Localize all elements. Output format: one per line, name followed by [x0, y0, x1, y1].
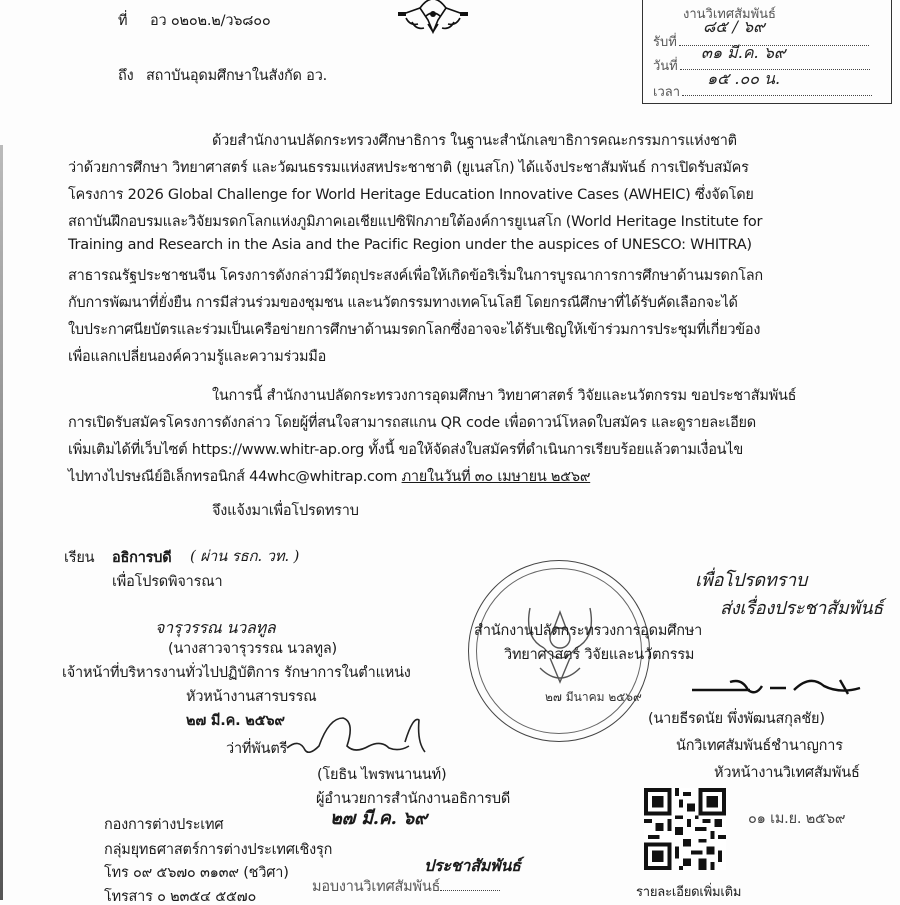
assign-label — [312, 880, 500, 895]
signer-name-right: (นายธีรดนัย พึ่งพัฒนสกุลชัย) — [648, 711, 825, 727]
paragraph2-line: เพิ่มเติมได้ที่เว็บไซต์ https://www.whitr-ap.org ทั้งนี้ ขอให้จัดส่งใบสมัครที่ดำเนินการเรียบร้อยแล้วตามเงื่อนไข — [68, 442, 744, 458]
reference-label: ที่ — [118, 13, 128, 29]
for-consideration: เพื่อโปรดพิจารณา — [112, 574, 223, 590]
paragraph2-line: ในการนี้ สำนักงานปลัดกระทรวงการอุดมศึกษา วิทยาศาสตร์ วิจัยและนวัตกรรม ขอประชาสัมพันธ์ — [212, 388, 797, 404]
seal-date: ๒๗ มีนาคม ๒๕๖๙ — [545, 690, 642, 704]
signer-position2-left: หัวหน้างานสารบรรณ — [186, 689, 317, 705]
paragraph1-line: Training and Research in the Asia and the Pacific Region under the auspices of UNESCO: WHITRA) — [68, 237, 752, 253]
paragraph1-line: ว่าด้วยการศึกษา วิทยาศาสตร์ และวัฒนธรรมแห่งสหประชาชาติ (ยูเนสโก) ได้แจ้งประชาสัมพันธ์ การเปิดรับสมัคร — [68, 160, 749, 176]
paragraph1-line: โครงการ 2026 Global Challenge for World Heritage Education Innovative Cases (AWHEIC) ซึ่งจัดโดย — [68, 187, 754, 203]
receipt-stamp — [642, 0, 892, 104]
handwritten-note-right-1: เพื่อโปรดทราบ — [695, 570, 808, 591]
handwritten-date-middle: ๒๗ มี.ค. ๖๙ — [330, 808, 427, 829]
paragraph1-line: สาธารณรัฐประชาชนจีน โครงการดังกล่าวมีวัตถุประสงค์เพื่อให้เกิดข้อริเริ่มในการบูรณาการการศึกษาด้านมรดกโลก — [68, 268, 763, 284]
assign-text: มอบงานวิเทศสัมพันธ์ — [312, 879, 441, 895]
handwritten-via-note: ( ผ่าน รธก. วท. ) — [190, 547, 300, 565]
handwritten-note-right-2: ส่งเรื่องประชาสัมพันธ์ — [720, 598, 884, 619]
date-value: ๓๑ มี.ค. ๖๙ — [701, 43, 786, 62]
paragraph2-line — [68, 465, 590, 488]
receive-no-value: ๘๕ / ๖๙ — [703, 17, 765, 36]
footer-group: กลุ่มยุทธศาสตร์การต่างประเทศเชิงรุก — [104, 842, 333, 858]
time-label: เวลา — [653, 85, 681, 100]
signer-position-right: นักวิเทศสัมพันธ์ชำนาญการ — [676, 738, 843, 754]
reference-number: อว ๐๒๐๒.๒/ว๖๘๐๐ — [150, 13, 271, 29]
rank-label: ว่าที่พันตรี — [226, 741, 288, 757]
qr-caption: รายละเอียดเพิ่มเติม — [636, 885, 742, 900]
sender-org-line2: วิทยาศาสตร์ วิจัยและนวัตกรรม — [504, 647, 695, 663]
receive-no-label: รับที่ — [653, 35, 677, 50]
signer-position2-right: หัวหน้างานวิเทศสัมพันธ์ — [714, 765, 860, 781]
signer-position-left: เจ้าหน้าที่บริหารงานทั่วไปปฏิบัติการ รักษาการในตำแหน่ง — [62, 665, 411, 681]
page-edge-shadow — [0, 145, 3, 900]
time-value: ๑๕ .๐๐ น. — [707, 69, 781, 88]
paragraph1-line: กับการพัฒนาที่ยั่งยืน การมีส่วนร่วมของชุมชน และนวัตกรรมทางเทคโนโลยี โดยกรณีศึกษาที่ได้รับคัดเลือกจะได้ — [68, 295, 738, 311]
handwritten-assign: ประชาสัมพันธ์ — [424, 856, 521, 875]
email-prefix-text: ไปทางไปรษณีย์อิเล็กทรอนิกส์ 44whc@whitrap.com — [68, 469, 402, 485]
closing-text: จึงแจ้งมาเพื่อโปรดทราบ — [212, 503, 359, 519]
footer-department: กองการต่างประเทศ — [104, 817, 224, 833]
to-label-annotation: เรียน — [64, 550, 95, 566]
signature-jaruwan: จารุวรรณ นวลทูล — [155, 618, 276, 637]
signer-name-middle: (โยธิน ไพรพนานนท์) — [317, 767, 447, 783]
paragraph2-line: การเปิดรับสมัครโครงการดังกล่าว โดยผู้ที่สนใจสามารถสแกน QR code เพื่อดาวน์โหลดใบสมัคร และดูรายละเอียด — [68, 415, 756, 431]
garuda-emblem-icon — [398, 0, 468, 36]
paragraph1-line: ด้วยสำนักงานปลัดกระทรวงศึกษาธิการ ในฐานะสำนักเลขาธิการคณะกรรมการแห่งชาติ — [212, 133, 737, 149]
signer-date-left: ๒๗ มี.ค. ๒๕๖๙ — [186, 713, 285, 729]
date-label: วันที่ — [653, 59, 678, 74]
signer-name-left: (นางสาวจารุวรรณ นวลทูล) — [168, 641, 337, 657]
signer-position-middle: ผู้อำนวยการสำนักงานอธิการบดี — [316, 791, 511, 807]
signer-date-right: ๐๑ เม.ย. ๒๕๖๙ — [748, 811, 846, 827]
seal-garuda-icon — [520, 598, 600, 688]
signature-theeradanai — [690, 660, 880, 710]
footer-fax: โทรสาร ๐ ๒๓๕๔ ๕๕๗๐ — [104, 889, 257, 905]
sender-org-line1: สำนักงานปลัดกระทรวงการอุดมศึกษา — [474, 623, 703, 639]
to-label: ถึง — [118, 68, 134, 84]
stamp-title: งานวิเทศสัมพันธ์ — [683, 7, 776, 22]
deadline-text: ภายในวันที่ ๓๐ เมษายน ๒๕๖๙ — [401, 469, 591, 485]
paragraph1-line: ใบประกาศนียบัตรและร่วมเป็นเครือข่ายการศึกษาด้านมรดกโลกซึ่งอาจจะได้รับเชิญให้เข้าร่วมการประชุมที่เกี่ยวข้อง — [68, 322, 761, 338]
qr-code-icon[interactable] — [644, 788, 726, 870]
signature-yothin — [285, 712, 445, 762]
paragraph1-line: สถาบันฝึกอบรมและวิจัยมรดกโลกแห่งภูมิภาคเอเชียแปซิฟิกภายใต้องค์การยูเนสโก (World Heritage Institute for — [68, 214, 763, 230]
to-value: สถาบันอุดมศึกษาในสังกัด อว. — [146, 68, 328, 84]
paragraph1-line: เพื่อแลกเปลี่ยนองค์ความรู้และความร่วมมือ — [68, 349, 327, 365]
footer-phone: โทร ๐๙ ๕๖๗๐ ๓๑๓๙ (ชวิศา) — [104, 865, 289, 881]
to-president: อธิการบดี — [112, 550, 172, 566]
